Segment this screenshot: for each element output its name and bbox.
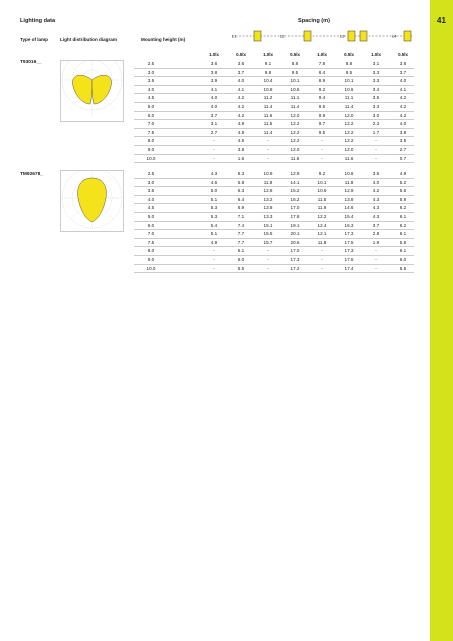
- mounting-height-cell: 6.0: [147, 222, 155, 228]
- table-row: [134, 86, 414, 95]
- spacing-value-cell: 5.8: [399, 239, 407, 245]
- spacing-value-cell: 12.0: [290, 112, 300, 118]
- spacing-value-cell: -: [375, 248, 377, 254]
- spacing-value-cell: 12.2: [290, 121, 300, 127]
- spacing-value-cell: 4.6: [210, 179, 218, 185]
- spacing-value-cell: 8.9: [318, 78, 326, 84]
- spacing-value-cell: -: [375, 138, 377, 144]
- spacing-value-cell: 3.4: [372, 86, 380, 92]
- lux-header: 0.5lx: [398, 52, 408, 57]
- spacing-value-cell: 4.0: [210, 103, 218, 109]
- spacing-value-cell: 11.6: [263, 112, 273, 118]
- spacing-value-cell: 4.2: [399, 112, 407, 118]
- spacing-value-cell: 5.3: [210, 213, 218, 219]
- lamp-type-1: T93016__: [20, 60, 42, 65]
- page-title: Lighting data: [20, 18, 56, 24]
- spacing-value-cell: 3.6: [399, 61, 407, 66]
- spacing-value-cell: 8.8: [291, 61, 299, 66]
- spacing-value-cell: 11.8: [344, 179, 354, 185]
- spacing-value-cell: 11.5: [317, 196, 327, 202]
- spacing-value-cell: 5.1: [210, 196, 218, 202]
- legend-label-l2: L2: [280, 33, 285, 39]
- spacing-value-cell: 5.2: [399, 179, 407, 185]
- spacing-value-cell: 5.5: [399, 265, 407, 271]
- mounting-height-cell: 4.0: [147, 86, 155, 92]
- spacing-value-cell: 12.4: [317, 222, 327, 228]
- spacing-value-cell: 10.6: [344, 86, 354, 92]
- mounting-height-cell: 3.0: [147, 69, 155, 75]
- table-row: [134, 222, 414, 231]
- spacing-value-cell: -: [213, 138, 215, 144]
- lux-header: 1.0lx: [317, 52, 327, 57]
- lux-header: 0.5lx: [236, 52, 246, 57]
- spacing-value-cell: 11.4: [263, 129, 273, 135]
- spacing-value-cell: -: [213, 155, 215, 161]
- table-row: [134, 103, 414, 112]
- table-row: [134, 196, 414, 205]
- spacing-value-cell: 17.5: [344, 239, 354, 245]
- mounting-height-cell: 9.0: [147, 146, 155, 152]
- spacing-value-cell: 5.5: [237, 265, 245, 271]
- spacing-value-cell: -: [267, 248, 269, 254]
- spacing-value-cell: 4.1: [210, 86, 218, 92]
- spacing-value-cell: -: [267, 146, 269, 152]
- table-row: [134, 239, 414, 248]
- spacing-value-cell: 9.4: [318, 95, 326, 101]
- spacing-value-cell: 4.1: [399, 86, 407, 92]
- spacing-value-cell: 17.5: [344, 256, 354, 262]
- spacing-value-cell: 7.7: [237, 231, 245, 237]
- spacing-value-cell: 11.8: [263, 179, 273, 185]
- spacing-value-cell: 12.6: [263, 188, 273, 194]
- table-row: [134, 187, 414, 196]
- spacing-value-cell: 8.8: [345, 61, 353, 66]
- spacing-value-cell: 9.5: [291, 69, 299, 75]
- spacing-value-cell: 11.9: [317, 205, 327, 211]
- spacing-value-cell: 0.7: [399, 155, 407, 161]
- legend-label-l1: L1: [232, 33, 237, 39]
- spacing-value-cell: 5.8: [237, 179, 245, 185]
- spacing-value-cell: 11.4: [263, 103, 273, 109]
- spacing-value-cell: -: [321, 138, 323, 144]
- lux-header: 0.5lx: [344, 52, 354, 57]
- spacing-value-cell: 20.6: [290, 239, 300, 245]
- spacing-value-cell: 2.8: [372, 231, 380, 237]
- spacing-value-cell: 17.3: [344, 231, 354, 237]
- spacing-value-cell: 11.4: [344, 103, 354, 109]
- legend-label-l3: L3: [340, 33, 345, 39]
- spacing-value-cell: 14.6: [344, 205, 354, 211]
- table-row: [134, 60, 414, 69]
- legend-label-l4: L4: [392, 33, 397, 39]
- spacing-value-cell: 6.3: [237, 188, 245, 194]
- spacing-value-cell: 9.1: [264, 61, 272, 66]
- lamp-type-2: TM92678_: [20, 172, 43, 177]
- spacing-value-cell: 4.9: [210, 239, 218, 245]
- spacing-value-cell: 4.9: [237, 121, 245, 127]
- spacing-value-cell: 4.0: [237, 78, 245, 84]
- spacing-value-cell: 12.2: [290, 129, 300, 135]
- spacing-value-cell: 7.1: [237, 213, 245, 219]
- spacing-value-cell: 11.4: [290, 103, 300, 109]
- spacing-value-cell: 6.0: [399, 256, 407, 262]
- spacing-value-cell: 3.5: [372, 95, 380, 101]
- spacing-value-cell: 6.0: [237, 256, 245, 262]
- spacing-value-cell: 3.3: [372, 103, 380, 109]
- spacing-value-cell: 20.1: [290, 231, 300, 237]
- lamp-data-table-1: [134, 60, 414, 163]
- mounting-height-cell: 4.5: [147, 95, 155, 101]
- page-number: 41: [437, 16, 446, 25]
- spacing-value-cell: 13.8: [263, 205, 273, 211]
- spacing-value-cell: 3.8: [237, 146, 245, 152]
- spacing-value-cell: 4.0: [210, 95, 218, 101]
- spacing-value-cell: 3.6: [237, 61, 245, 66]
- side-band: [430, 0, 453, 641]
- spacing-value-cell: 11.1: [290, 95, 300, 101]
- spacing-value-cell: 12.9: [290, 171, 300, 176]
- mounting-height-cell: 9.0: [147, 256, 155, 262]
- spacing-value-cell: 4.2: [237, 112, 245, 118]
- spacing-value-cell: 5.4: [210, 222, 218, 228]
- table-row: [134, 146, 414, 155]
- spacing-value-cell: 12.2: [344, 138, 354, 144]
- spacing-value-cell: 4.2: [237, 103, 245, 109]
- spacing-value-cell: 10.1: [344, 78, 354, 84]
- spacing-value-cell: -: [213, 256, 215, 262]
- mounting-height-cell: 5.0: [147, 213, 155, 219]
- spacing-value-cell: -: [213, 146, 215, 152]
- spacing-value-cell: 2.7: [399, 146, 407, 152]
- spacing-value-cell: 3.9: [210, 78, 218, 84]
- spacing-value-cell: 17.3: [290, 256, 300, 262]
- spacing-value-cell: 3.8: [399, 129, 407, 135]
- mounting-height-cell: 4.0: [147, 196, 155, 202]
- lamp-data-table-2: [134, 170, 414, 273]
- spacing-value-cell: 4.2: [399, 103, 407, 109]
- spacing-value-cell: -: [321, 146, 323, 152]
- table-row: [134, 137, 414, 146]
- spacing-value-cell: -: [267, 138, 269, 144]
- spacing-value-cell: 4.8: [237, 129, 245, 135]
- spacing-value-cell: 8.4: [318, 69, 326, 75]
- table-row: [134, 155, 414, 164]
- spacing-value-cell: 6.4: [237, 196, 245, 202]
- spacing-value-cell: -: [267, 265, 269, 271]
- spacing-value-cell: 9.2: [318, 86, 326, 92]
- spacing-value-cell: 3.3: [372, 78, 380, 84]
- spacing-value-cell: 6.1: [399, 231, 407, 237]
- spacing-value-cell: 10.6: [290, 86, 300, 92]
- table-row: [134, 179, 414, 188]
- spacing-value-cell: 14.1: [290, 179, 300, 185]
- mounting-height-cell: 3.5: [147, 78, 155, 84]
- spacing-value-cell: 10.6: [344, 171, 354, 176]
- spacing-value-cell: -: [213, 248, 215, 254]
- table-row: [134, 112, 414, 121]
- lux-header: 0.5lx: [290, 52, 300, 57]
- spacing-value-cell: 9.2: [318, 171, 326, 176]
- spacing-value-cell: 4.6: [237, 138, 245, 144]
- spacing-value-cell: 11.1: [344, 95, 354, 101]
- spacing-value-cell: 4.2: [372, 188, 380, 194]
- table-row: [134, 170, 414, 179]
- spacing-value-cell: 3.6: [210, 61, 218, 66]
- mounting-height-cell: 3.5: [147, 188, 155, 194]
- mounting-height-cell: 5.0: [147, 103, 155, 109]
- spacing-value-cell: 3.7: [237, 69, 245, 75]
- spacing-value-cell: 6.1: [399, 213, 407, 219]
- spacing-value-cell: -: [267, 155, 269, 161]
- spacing-value-cell: 4.0: [399, 121, 407, 127]
- spacing-value-cell: 12.2: [344, 129, 354, 135]
- spacing-value-cell: 3.7: [210, 112, 218, 118]
- spacing-value-cell: 11.6: [344, 155, 354, 161]
- spacing-legend-diagram: [232, 30, 412, 46]
- table-row: [134, 247, 414, 256]
- spacing-value-cell: 13.3: [263, 213, 273, 219]
- spacing-value-cell: 4.9: [399, 171, 407, 176]
- spacing-value-cell: 17.0: [290, 248, 300, 254]
- spacing-value-cell: 15.4: [344, 213, 354, 219]
- table-row: [134, 69, 414, 78]
- spacing-value-cell: 10.9: [263, 171, 273, 176]
- mounting-height-cell: 8.0: [147, 138, 155, 144]
- spacing-value-cell: 7.8: [318, 61, 326, 66]
- spacing-value-cell: 4.0: [399, 78, 407, 84]
- mounting-height-cell: 7.0: [147, 121, 155, 127]
- spacing-value-cell: -: [375, 155, 377, 161]
- spacing-value-cell: 10.1: [290, 78, 300, 84]
- spacing-value-cell: 12.0: [344, 146, 354, 152]
- spacing-value-cell: 15.2: [290, 188, 300, 194]
- spacing-value-cell: 13.2: [263, 196, 273, 202]
- spacing-value-cell: 3.6: [372, 171, 380, 176]
- spacing-value-cell: 12.1: [317, 231, 327, 237]
- spacing-value-cell: 4.2: [399, 95, 407, 101]
- table-row: [134, 256, 414, 265]
- spacing-value-cell: 9.6: [318, 103, 326, 109]
- spacing-value-cell: 11.5: [263, 121, 273, 127]
- spacing-value-cell: 3.7: [372, 222, 380, 228]
- spacing-value-cell: -: [213, 265, 215, 271]
- spacing-value-cell: 11.6: [290, 155, 300, 161]
- spacing-value-cell: 3.0: [372, 112, 380, 118]
- mounting-height-cell: 10.0: [146, 155, 156, 161]
- spacing-value-cell: 2.7: [210, 129, 218, 135]
- table-row: [134, 213, 414, 222]
- spacing-value-cell: 19.1: [290, 222, 300, 228]
- spacing-value-cell: 4.2: [237, 95, 245, 101]
- spacing-value-cell: 11.2: [263, 95, 273, 101]
- spacing-value-cell: 10.4: [263, 78, 273, 84]
- spacing-value-cell: 3.7: [399, 69, 407, 75]
- spacing-value-cell: 4.1: [237, 86, 245, 92]
- spacing-value-cell: 12.2: [290, 138, 300, 144]
- spacing-value-cell: -: [321, 265, 323, 271]
- light-distribution-diagram-1: [60, 60, 124, 122]
- mounting-height-cell: 4.5: [147, 205, 155, 211]
- spacing-value-cell: -: [321, 248, 323, 254]
- table-row: [134, 120, 414, 129]
- mounting-height-cell: 7.0: [147, 231, 155, 237]
- spacing-value-cell: 6.1: [399, 248, 407, 254]
- spacing-value-cell: -: [267, 256, 269, 262]
- spacing-value-cell: 6.2: [399, 205, 407, 211]
- spacing-value-cell: 17.2: [290, 265, 300, 271]
- spacing-value-cell: 11.8: [317, 239, 327, 245]
- spacing-value-cell: 15.7: [263, 239, 273, 245]
- spacing-value-cell: 17.4: [344, 265, 354, 271]
- spacing-value-cell: 16.2: [290, 196, 300, 202]
- spacing-value-cell: 6.1: [237, 248, 245, 254]
- spacing-value-cell: -: [375, 265, 377, 271]
- mounting-height-cell: 7.5: [147, 239, 155, 245]
- diagram-column-header: Light distribution diagram: [60, 37, 117, 42]
- spacing-value-cell: 3.1: [210, 121, 218, 127]
- spacing-value-cell: 1.7: [372, 129, 380, 135]
- spacing-value-cell: 10.9: [317, 188, 327, 194]
- spacing-value-cell: 9.9: [318, 112, 326, 118]
- height-column-header: Mounting height (m): [141, 37, 186, 42]
- lux-header: 1.0lx: [209, 52, 219, 57]
- spacing-value-cell: 3.5: [399, 138, 407, 144]
- spacing-value-cell: 3.8: [210, 69, 218, 75]
- lux-header: 1.0lx: [371, 52, 381, 57]
- spacing-value-cell: 3.1: [372, 61, 380, 66]
- spacing-value-cell: 5.1: [210, 231, 218, 237]
- spacing-value-cell: 17.8: [290, 213, 300, 219]
- spacing-value-cell: 9.5: [345, 69, 353, 75]
- spacing-value-cell: 5.9: [399, 196, 407, 202]
- table-row: [134, 230, 414, 239]
- spacing-value-cell: 12.2: [317, 213, 327, 219]
- spacing-value-cell: -: [321, 155, 323, 161]
- mounting-height-cell: 3.0: [147, 179, 155, 185]
- table-row: [134, 129, 414, 138]
- spacing-value-cell: 12.2: [344, 121, 354, 127]
- spacing-value-cell: 12.9: [344, 188, 354, 194]
- spacing-value-cell: 17.0: [290, 205, 300, 211]
- mounting-height-cell: 10.0: [146, 265, 156, 271]
- mounting-height-cell: 6.0: [147, 112, 155, 118]
- spacing-value-cell: 17.3: [344, 248, 354, 254]
- spacing-value-cell: 1.6: [237, 155, 245, 161]
- spacing-value-cell: 12.0: [290, 146, 300, 152]
- spacing-value-cell: 5.3: [237, 171, 245, 176]
- spacing-value-cell: 3.3: [372, 69, 380, 75]
- spacing-value-cell: -: [375, 146, 377, 152]
- spacing-value-cell: 12.0: [344, 112, 354, 118]
- spacing-value-cell: 15.5: [263, 231, 273, 237]
- spacing-value-cell: 5.6: [399, 188, 407, 194]
- mounting-height-cell: 2.5: [147, 171, 155, 176]
- table-row: [134, 265, 414, 274]
- spacing-value-cell: 5.3: [210, 205, 218, 211]
- spacing-value-cell: 1.9: [372, 239, 380, 245]
- spacing-value-cell: 10.8: [263, 86, 273, 92]
- spacing-value-cell: 16.3: [344, 222, 354, 228]
- type-column-header: Type of lamp: [20, 37, 48, 42]
- spacing-value-cell: 13.8: [344, 196, 354, 202]
- spacing-value-cell: 5.0: [210, 188, 218, 194]
- lux-header: 1.0lx: [263, 52, 273, 57]
- spacing-value-cell: 9.8: [264, 69, 272, 75]
- spacing-heading: Spacing (m): [298, 18, 331, 24]
- mounting-height-cell: 8.0: [147, 248, 155, 254]
- spacing-value-cell: -: [321, 256, 323, 262]
- spacing-value-cell: 10.1: [317, 179, 327, 185]
- spacing-value-cell: 7.7: [237, 239, 245, 245]
- spacing-value-cell: 6.2: [399, 222, 407, 228]
- spacing-value-cell: 15.1: [263, 222, 273, 228]
- table-row: [134, 77, 414, 86]
- spacing-value-cell: 9.7: [318, 121, 326, 127]
- spacing-value-cell: 4.3: [372, 196, 380, 202]
- spacing-value-cell: 7.4: [237, 222, 245, 228]
- spacing-value-cell: 4.3: [372, 205, 380, 211]
- spacing-value-cell: 4.3: [210, 171, 218, 176]
- spacing-value-cell: 4.0: [372, 179, 380, 185]
- mounting-height-cell: 2.5: [147, 61, 155, 66]
- light-distribution-diagram-2: [60, 170, 124, 232]
- mounting-height-cell: 7.5: [147, 129, 155, 135]
- spacing-value-cell: 4.3: [372, 213, 380, 219]
- spacing-value-cell: -: [375, 256, 377, 262]
- table-row: [134, 204, 414, 213]
- spacing-value-cell: 6.9: [237, 205, 245, 211]
- spacing-value-cell: 9.5: [318, 129, 326, 135]
- spacing-value-cell: 2.3: [372, 121, 380, 127]
- table-row: [134, 94, 414, 103]
